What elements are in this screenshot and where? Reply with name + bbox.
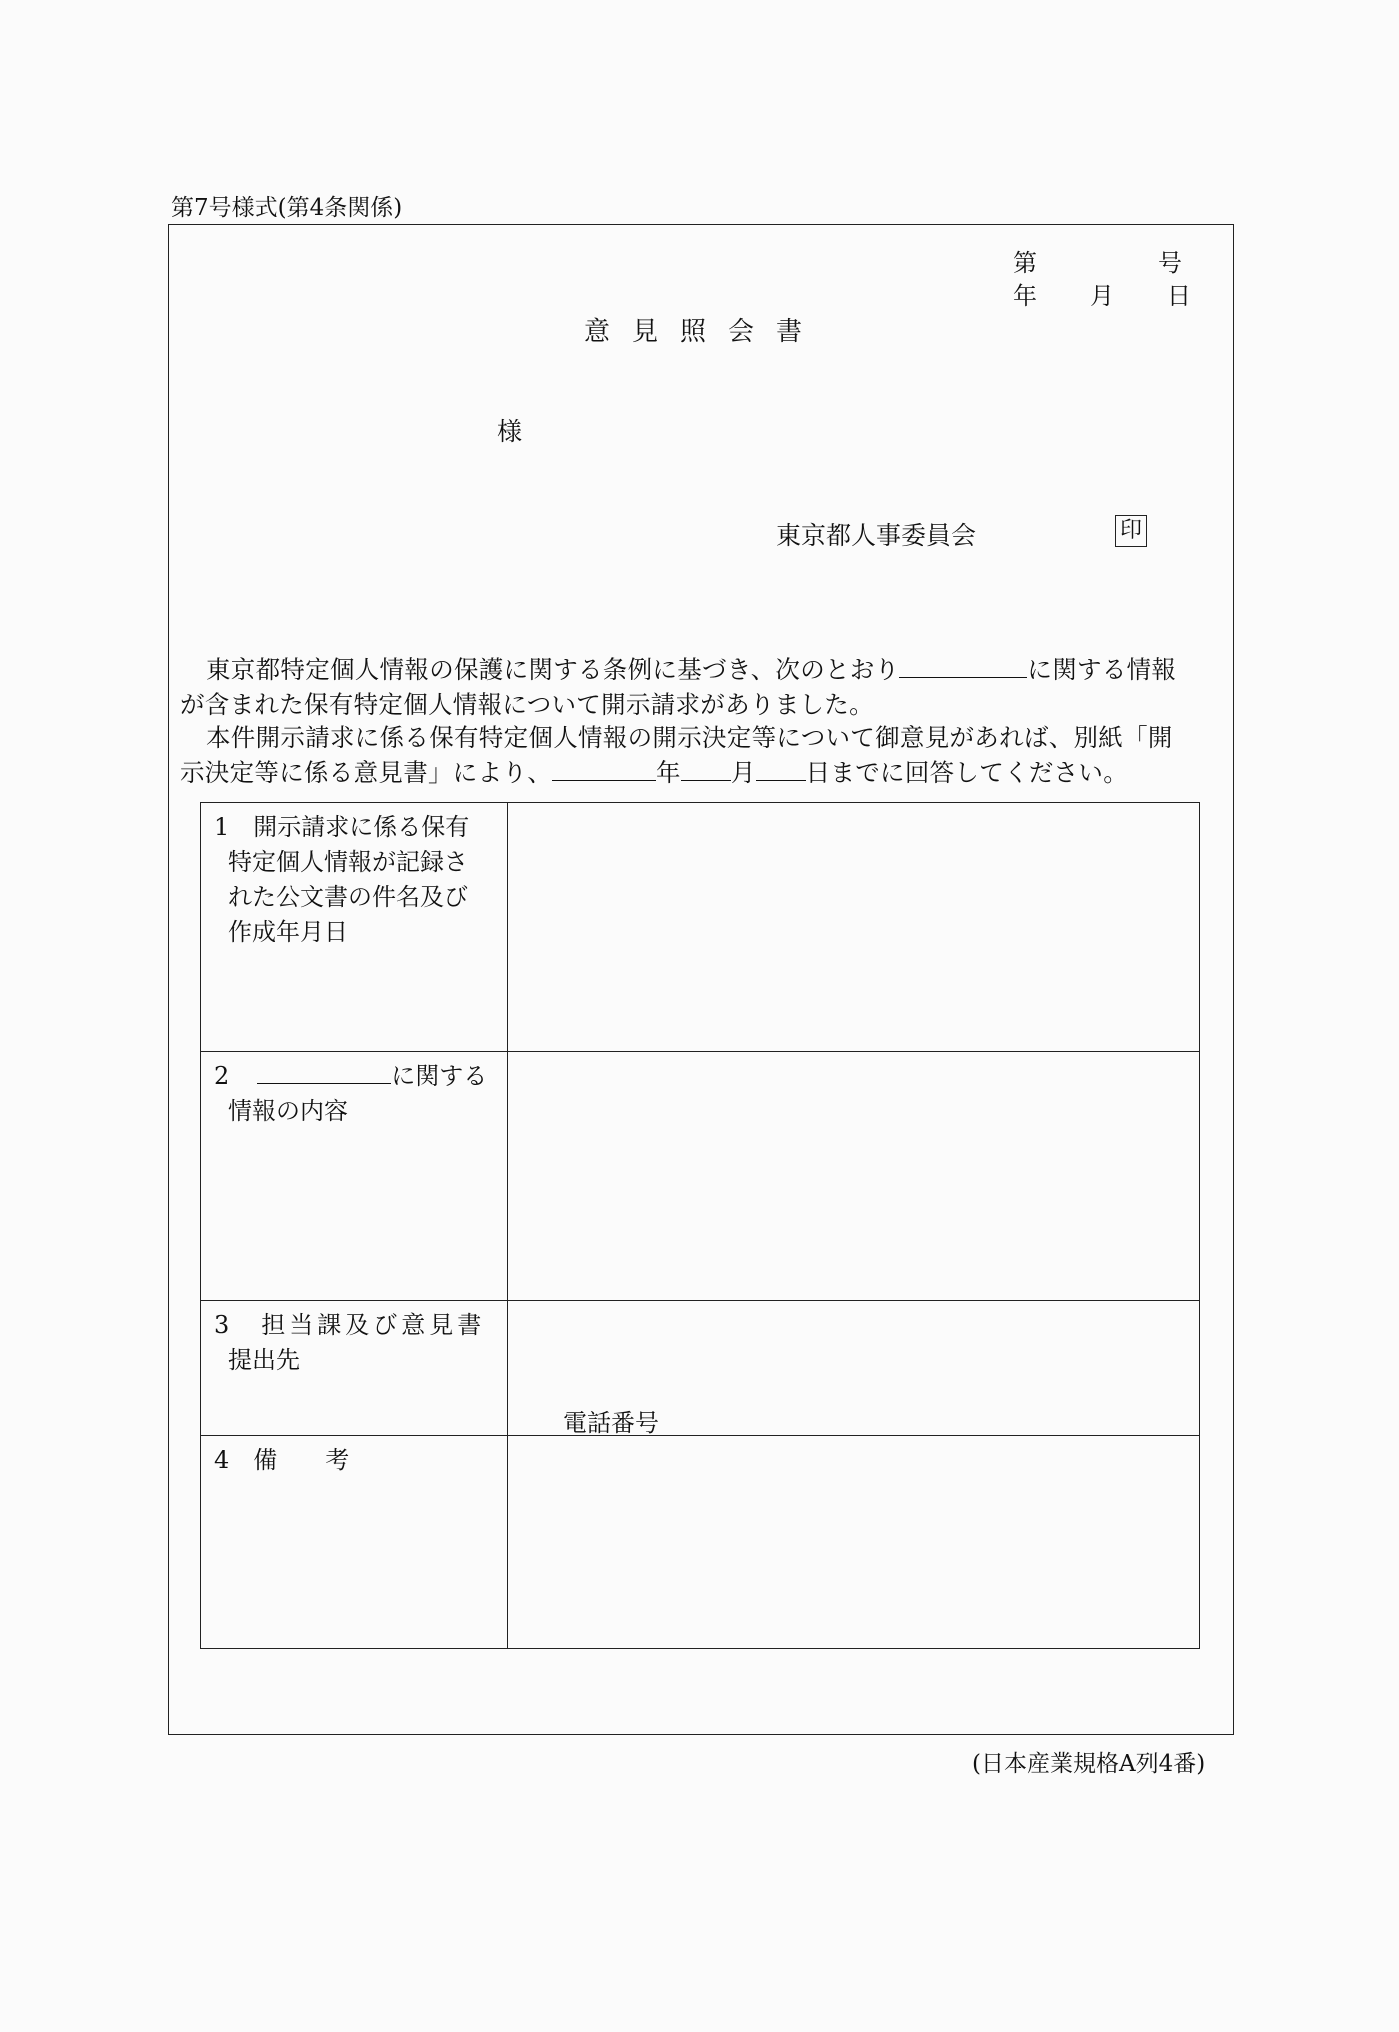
deadline-blank[interactable] (552, 758, 656, 781)
body-line-1-text: 東京都特定個人情報の保護に関する条例に基づき、次のとおり (206, 655, 900, 684)
sender-name: 東京都人事委員会 (776, 521, 977, 550)
row2-blank[interactable] (257, 1061, 391, 1084)
blank-field[interactable] (899, 655, 1027, 678)
number-prefix: 第 (1013, 249, 1037, 277)
row1-line-1: 1 開示請求に係る保有 (214, 813, 470, 841)
body-line-3-text: 本件開示請求に係る保有特定個人情報の開示決定等について御意見があれば、別紙「開 (206, 723, 1173, 752)
body-line-1 (180, 651, 1176, 686)
table-column-divider (507, 802, 508, 1649)
document-title: 意見照会書 (584, 317, 825, 347)
row3-label (214, 1308, 485, 1378)
table-row-divider-3 (200, 1435, 1200, 1436)
deadline-year: 年 (656, 758, 681, 787)
row2-line-2: 情報の内容 (228, 1097, 348, 1125)
row3-line-1: 3 担当課及び意見書 (214, 1311, 486, 1339)
number-suffix: 号 (1158, 249, 1182, 277)
seal-stamp: 印 (1115, 515, 1147, 547)
table-row-divider-2 (200, 1300, 1200, 1301)
row4-label: 4 備 考 (214, 1446, 350, 1474)
body-line-4-text: 示決定等に係る意見書」により、 (180, 758, 552, 787)
date-line (1013, 276, 1191, 311)
row3-line-2: 提出先 (228, 1346, 300, 1374)
deadline-day-blank[interactable] (756, 758, 806, 781)
body-line-1-end: に関する情報 (1027, 655, 1177, 684)
deadline-month-blank[interactable] (681, 758, 731, 781)
row2-number: 2 (214, 1062, 230, 1090)
deadline-day-text: 日までに回答してください。 (805, 758, 1129, 787)
row2-line-1-end: に関する (391, 1062, 488, 1090)
row1-line-2: 特定個人情報が記録さ (228, 848, 468, 876)
document-number-line (1013, 243, 1182, 278)
addressee-honorific: 様 (497, 417, 523, 446)
date-month: 月 (1090, 282, 1114, 310)
deadline-month: 月 (730, 758, 756, 787)
body-line-3 (180, 719, 1173, 754)
table-row-divider-1 (200, 1051, 1200, 1052)
body-line-4 (180, 754, 1128, 789)
paper-size-note: (日本産業規格A列4番) (972, 1751, 1206, 1777)
row1-label (214, 810, 469, 950)
row2-label (214, 1059, 487, 1129)
date-day: 日 (1167, 282, 1191, 310)
form-number-label: 第7号様式(第4条関係) (171, 195, 403, 221)
body-line-2: が含まれた保有特定個人情報について開示請求がありました。 (180, 690, 874, 719)
date-year: 年 (1013, 282, 1037, 310)
row1-line-3: れた公文書の件名及び (228, 883, 468, 911)
phone-number-label: 電話番号 (563, 1409, 659, 1437)
row1-line-4: 作成年月日 (228, 918, 348, 946)
